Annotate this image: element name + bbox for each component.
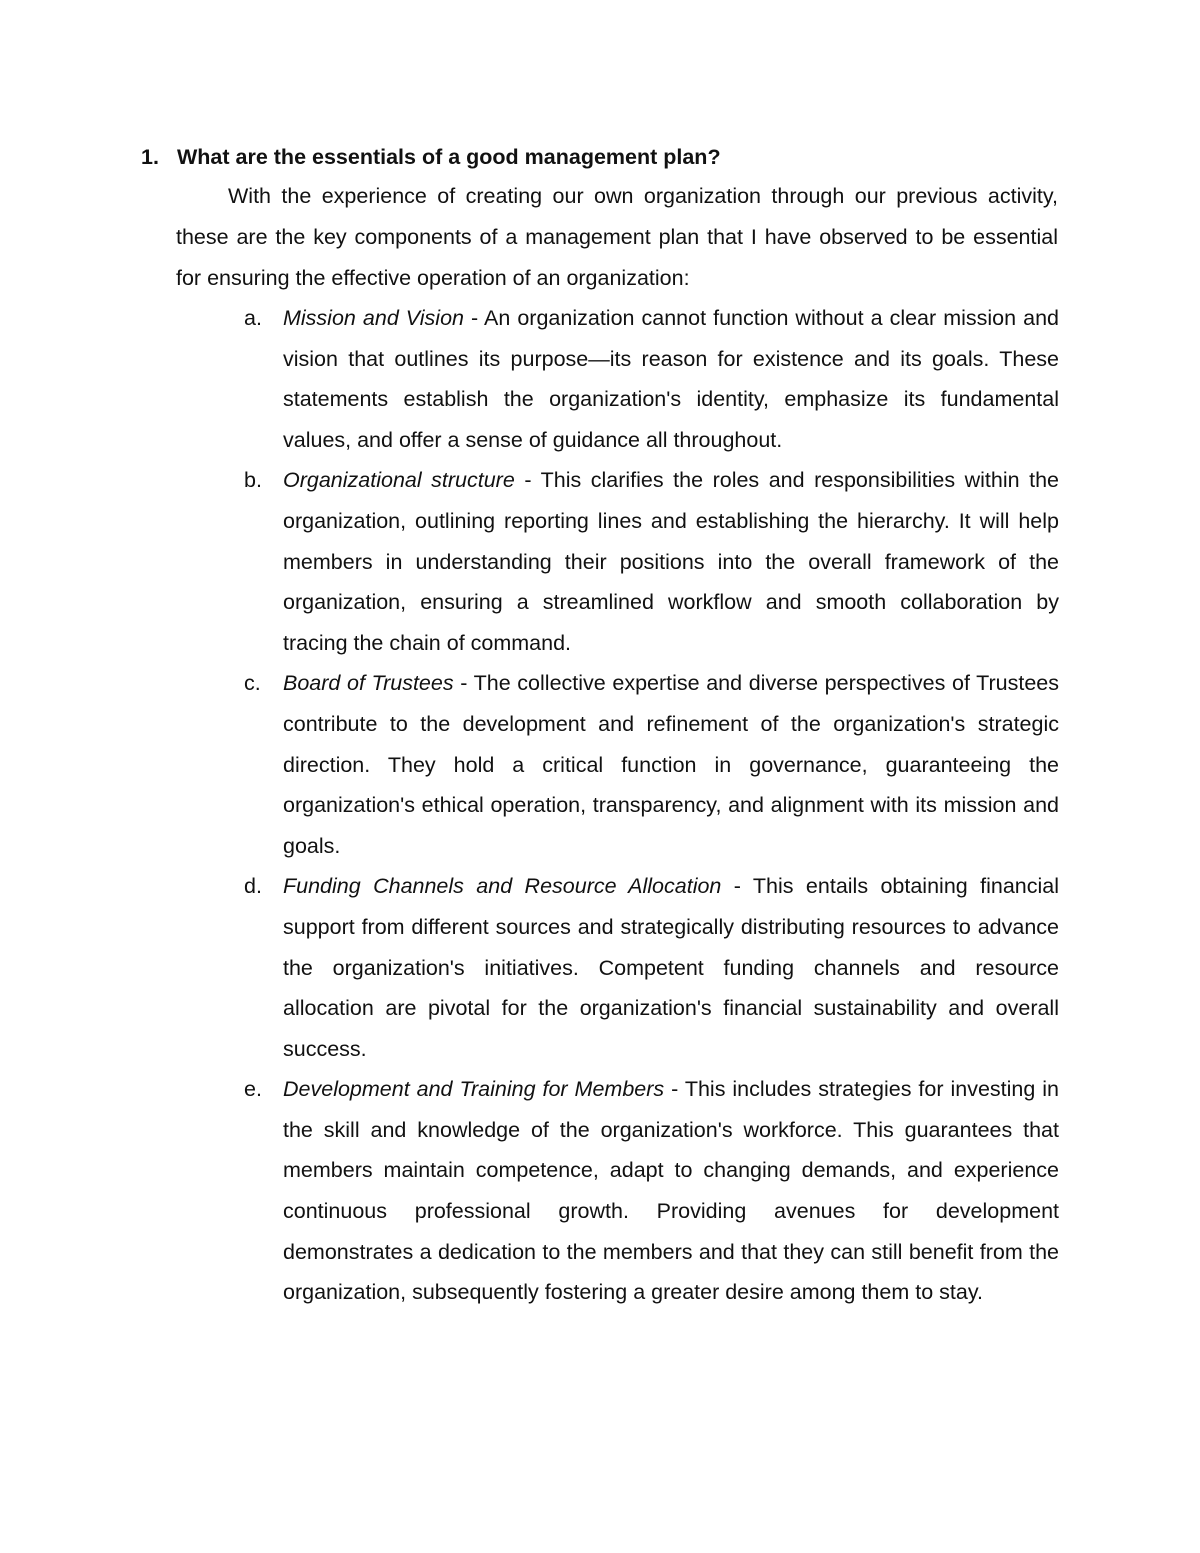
list-marker: c. — [244, 671, 261, 696]
list-item-funding-channels — [244, 866, 1059, 1069]
essentials-list — [244, 298, 1059, 1313]
list-item-board-of-trustees — [244, 663, 1059, 866]
question-heading — [141, 141, 1061, 173]
question-text: What are the essentials of a good management plan? — [177, 145, 721, 169]
list-item-development-training — [244, 1069, 1059, 1313]
list-item-organizational-structure — [244, 460, 1059, 663]
list-item-mission-vision — [244, 298, 1059, 460]
item-body: - This includes strategies for investing in the skill and knowledge of the organization's workforce. This guarantees that members maintain competence, adapt to changing demands, and experience continuous professional growth. Providing avenues for development demonstrates a dedication to the members and that they can still benefit from the organization, subsequently fostering a greater desire among them to stay. — [283, 1077, 1060, 1305]
item-body: - The collective expertise and diverse perspectives of Trustees contribute to the development and refinement of the organization's strategic direction. They hold a critical function in governance, guaranteeing the organization's ethical operation, transparency, and alignment with its mission and goals. — [283, 671, 1059, 858]
list-marker: a. — [244, 306, 262, 330]
item-body: - This clarifies the roles and responsibilities within the organization, outlining reporting lines and establishing the hierarchy. It will help members in understanding their positions into the overall framework of the organization, ensuring a streamlined workflow and smooth collaboration by tracing the chain of command. — [283, 468, 1060, 655]
item-term: Funding Channels and Resource Allocation — [283, 874, 722, 899]
item-body: - This entails obtaining financial support from different sources and strategically distributing resources to advance the organization's initiatives. Competent funding channels and resource allocation are pivotal for the organization's financial sustainability and overall success. — [283, 874, 1059, 1061]
item-term: Development and Training for Members — [283, 1077, 665, 1102]
list-marker: d. — [244, 874, 262, 899]
item-term: Organizational structure — [283, 468, 515, 493]
question-number: 1. — [141, 145, 159, 169]
intro-paragraph: With the experience of creating our own organization through our previous activity, these are the key components of a management plan that I have observed to be essential for ensuring the effective operation of an organization: — [176, 184, 1058, 290]
list-marker: e. — [244, 1077, 262, 1102]
item-term: Board of Trustees — [283, 671, 454, 696]
item-body: - An organization cannot function without a clear mission and vision that outlines its purpose—its reason for existence and its goals. These statements establish the organization's identity, emphasize its fundamental values, and offer a sense of guidance all throughout. — [283, 306, 1059, 452]
list-marker: b. — [244, 468, 262, 493]
item-term: Mission and Vision — [283, 306, 464, 330]
